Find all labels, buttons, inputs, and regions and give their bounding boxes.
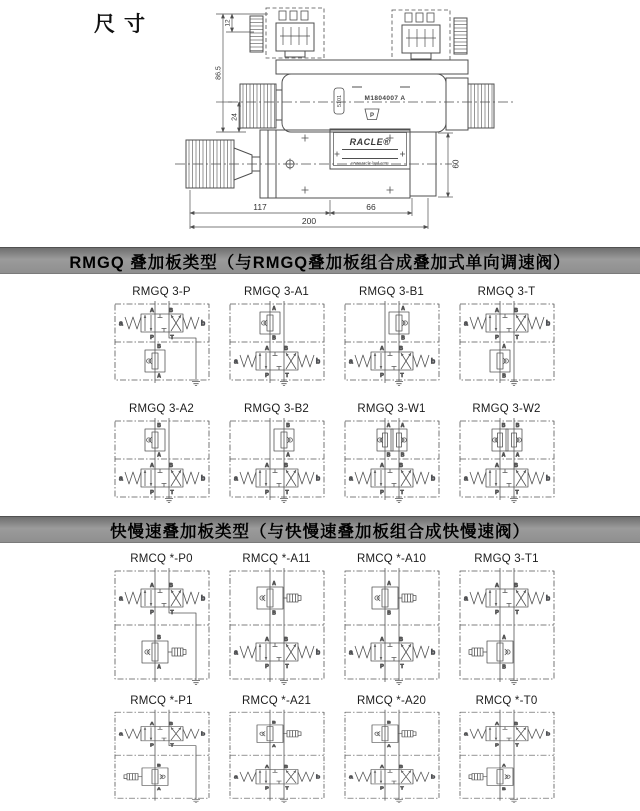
svg-text:B: B bbox=[400, 335, 405, 342]
schematic-label: RMCQ *-A10 bbox=[356, 553, 427, 565]
svg-text:P: P bbox=[264, 490, 269, 496]
svg-text:P: P bbox=[264, 373, 269, 379]
svg-text:T: T bbox=[169, 490, 174, 496]
schematic-label: RMCQ *-A11 bbox=[242, 553, 311, 565]
svg-text:A: A bbox=[379, 463, 384, 469]
svg-text:B: B bbox=[501, 423, 505, 429]
svg-text:A: A bbox=[149, 583, 154, 589]
svg-text:a: a bbox=[233, 475, 238, 483]
hydraulic-schematic bbox=[112, 417, 212, 503]
svg-text:a: a bbox=[463, 320, 468, 328]
side-code: 5101 bbox=[337, 94, 343, 108]
drawing-geometry bbox=[175, 8, 516, 229]
hydraulic-schematic bbox=[342, 567, 442, 685]
svg-text:P: P bbox=[494, 490, 499, 496]
svg-text:a: a bbox=[118, 320, 123, 328]
svg-text:B: B bbox=[400, 452, 404, 459]
dim-86-5: 86.5 bbox=[215, 66, 223, 80]
svg-text:A: A bbox=[400, 306, 405, 312]
section-banner-rmcq bbox=[0, 516, 640, 543]
svg-text:A: A bbox=[494, 308, 499, 314]
svg-text:B: B bbox=[168, 722, 173, 727]
svg-text:a: a bbox=[233, 774, 238, 781]
brand-logo-text: RACLE® bbox=[349, 137, 391, 147]
schematic-cell bbox=[334, 402, 449, 503]
svg-text:B: B bbox=[513, 308, 518, 314]
svg-text:P: P bbox=[149, 743, 154, 749]
svg-text:B: B bbox=[398, 637, 403, 643]
svg-text:B: B bbox=[168, 463, 173, 469]
svg-text:a: a bbox=[348, 774, 353, 781]
svg-text:T: T bbox=[514, 743, 519, 749]
svg-text:A: A bbox=[271, 743, 276, 748]
svg-text:T: T bbox=[169, 335, 174, 341]
schematic-label: RMCQ *-A21 bbox=[241, 695, 312, 707]
svg-text:B: B bbox=[501, 373, 506, 380]
schematic-label: RMGQ 3-A1 bbox=[243, 286, 310, 298]
svg-text:B: B bbox=[156, 762, 161, 768]
svg-text:P: P bbox=[149, 610, 154, 616]
svg-text:B: B bbox=[513, 463, 518, 469]
schematic-row bbox=[104, 694, 564, 803]
svg-text:B: B bbox=[386, 719, 391, 725]
dim-12: 12 bbox=[224, 19, 232, 27]
svg-text:b: b bbox=[430, 358, 435, 366]
schematic-label: RMGQ 3-W1 bbox=[357, 403, 426, 415]
schematic-row bbox=[104, 402, 564, 503]
schematic-cell bbox=[219, 402, 334, 503]
schematic-label: RMGQ 3-B1 bbox=[358, 286, 425, 298]
hydraulic-schematic bbox=[457, 300, 557, 386]
svg-text:T: T bbox=[284, 664, 289, 670]
svg-text:B: B bbox=[283, 765, 288, 770]
svg-text:B: B bbox=[513, 722, 518, 727]
schematic-label: RMGQ 3-T bbox=[477, 286, 536, 298]
schematic-cell bbox=[104, 694, 219, 803]
serial-number: M1804007 A bbox=[364, 95, 406, 102]
section-banner-text: 快慢速叠加板类型（与快慢速叠加板组合成快慢速阀） bbox=[110, 522, 530, 541]
svg-text:A: A bbox=[156, 373, 161, 380]
hydraulic-schematic bbox=[227, 567, 327, 685]
svg-text:B: B bbox=[398, 463, 403, 469]
dim-24: 24 bbox=[231, 113, 239, 121]
svg-text:B: B bbox=[168, 583, 173, 589]
dim-117: 117 bbox=[253, 202, 267, 212]
svg-text:B: B bbox=[271, 719, 276, 725]
svg-text:A: A bbox=[386, 743, 391, 748]
svg-text:b: b bbox=[430, 774, 435, 781]
schematic-cell bbox=[219, 694, 334, 803]
svg-text:b: b bbox=[200, 475, 205, 483]
svg-text:B: B bbox=[513, 583, 518, 589]
svg-text:b: b bbox=[315, 774, 320, 781]
svg-text:A: A bbox=[149, 308, 154, 314]
svg-text:T: T bbox=[399, 373, 404, 379]
schematic-cell bbox=[449, 285, 564, 386]
svg-text:A: A bbox=[494, 463, 499, 469]
hydraulic-schematic bbox=[342, 709, 442, 803]
svg-text:T: T bbox=[399, 786, 404, 792]
svg-text:b: b bbox=[315, 649, 320, 657]
schematic-label: RMCQ *-P0 bbox=[130, 553, 193, 565]
svg-text:A: A bbox=[501, 762, 506, 768]
svg-text:a: a bbox=[118, 595, 123, 603]
svg-text:b: b bbox=[315, 475, 320, 483]
svg-text:T: T bbox=[284, 786, 289, 792]
svg-text:A: A bbox=[379, 346, 384, 352]
svg-text:A: A bbox=[501, 344, 506, 350]
svg-text:b: b bbox=[545, 320, 550, 328]
svg-text:A: A bbox=[264, 463, 269, 469]
svg-text:b: b bbox=[200, 320, 205, 328]
svg-text:T: T bbox=[399, 490, 404, 496]
schematic-cell bbox=[219, 285, 334, 386]
schematic-cell bbox=[104, 402, 219, 503]
dim-60: 60 bbox=[451, 159, 461, 169]
svg-text:B: B bbox=[283, 637, 288, 643]
svg-text:B: B bbox=[156, 423, 161, 429]
svg-text:T: T bbox=[169, 743, 174, 749]
svg-text:B: B bbox=[156, 635, 161, 641]
svg-text:a: a bbox=[118, 475, 123, 483]
svg-text:b: b bbox=[200, 731, 205, 738]
svg-text:B: B bbox=[271, 610, 276, 617]
svg-text:B: B bbox=[285, 423, 290, 429]
svg-text:P: P bbox=[379, 786, 384, 792]
svg-text:A: A bbox=[501, 635, 506, 641]
svg-text:P: P bbox=[149, 335, 154, 341]
svg-text:B: B bbox=[501, 786, 506, 791]
section-banner-rmgq bbox=[0, 247, 640, 274]
svg-text:P: P bbox=[494, 335, 499, 341]
svg-text:T: T bbox=[399, 664, 404, 670]
schematic-cell bbox=[334, 285, 449, 386]
svg-text:B: B bbox=[168, 308, 173, 314]
svg-text:P: P bbox=[494, 743, 499, 749]
svg-text:B: B bbox=[156, 344, 161, 350]
logo-letter: P bbox=[369, 113, 375, 119]
svg-text:P: P bbox=[264, 664, 269, 670]
schematic-label: RMCQ *-P1 bbox=[130, 695, 193, 707]
hydraulic-schematic bbox=[227, 417, 327, 503]
svg-text:B: B bbox=[283, 346, 288, 352]
svg-text:a: a bbox=[348, 649, 353, 657]
svg-text:B: B bbox=[398, 346, 403, 352]
hydraulic-schematic bbox=[342, 417, 442, 503]
svg-text:B: B bbox=[386, 452, 390, 459]
svg-text:a: a bbox=[463, 595, 468, 603]
svg-text:b: b bbox=[545, 595, 550, 603]
schematic-cell bbox=[449, 694, 564, 803]
svg-text:B: B bbox=[515, 423, 519, 429]
schematic-cell bbox=[449, 552, 564, 685]
svg-text:A: A bbox=[515, 452, 519, 459]
svg-text:b: b bbox=[430, 649, 435, 657]
svg-text:b: b bbox=[545, 475, 550, 483]
svg-text:B: B bbox=[271, 335, 276, 342]
svg-text:A: A bbox=[149, 722, 154, 727]
schematic-label: RMGQ 3-B2 bbox=[243, 403, 310, 415]
svg-text:a: a bbox=[348, 358, 353, 366]
svg-text:a: a bbox=[233, 649, 238, 657]
schematic-cell bbox=[104, 285, 219, 386]
svg-text:A: A bbox=[501, 452, 505, 459]
svg-text:A: A bbox=[264, 765, 269, 770]
hydraulic-schematic bbox=[457, 417, 557, 503]
svg-text:B: B bbox=[283, 463, 288, 469]
hydraulic-schematic bbox=[457, 709, 557, 803]
hydraulic-schematic bbox=[112, 567, 212, 685]
svg-text:A: A bbox=[156, 452, 161, 459]
svg-text:b: b bbox=[315, 358, 320, 366]
schematic-cell bbox=[449, 402, 564, 503]
valve-dimension-drawing bbox=[0, 0, 640, 244]
svg-text:B: B bbox=[386, 610, 391, 617]
schematic-row bbox=[104, 552, 564, 685]
schematic-label: RMGQ 3-P bbox=[132, 286, 191, 298]
svg-text:b: b bbox=[430, 475, 435, 483]
schematic-label: RMGQ 3-A2 bbox=[128, 403, 195, 415]
section-banner-text: RMGQ 叠加板类型（与RMGQ叠加板组合成叠加式单向调速阀） bbox=[69, 253, 571, 272]
svg-text:P: P bbox=[379, 490, 384, 496]
svg-text:A: A bbox=[156, 786, 161, 791]
svg-text:A: A bbox=[271, 581, 276, 587]
svg-text:T: T bbox=[514, 335, 519, 341]
svg-text:A: A bbox=[400, 423, 404, 429]
dim-66: 66 bbox=[366, 202, 376, 212]
svg-text:A: A bbox=[149, 463, 154, 469]
hydraulic-schematic bbox=[457, 567, 557, 685]
schematic-label: RMCQ *-A20 bbox=[356, 695, 427, 707]
svg-text:A: A bbox=[494, 722, 499, 727]
svg-text:B: B bbox=[501, 664, 506, 671]
hydraulic-schematic bbox=[112, 300, 212, 386]
svg-text:A: A bbox=[156, 664, 161, 671]
svg-text:A: A bbox=[379, 765, 384, 770]
svg-text:T: T bbox=[169, 610, 174, 616]
svg-text:P: P bbox=[494, 610, 499, 616]
svg-text:T: T bbox=[284, 490, 289, 496]
svg-text:A: A bbox=[264, 637, 269, 643]
svg-text:a: a bbox=[463, 475, 468, 483]
hydraulic-schematic bbox=[227, 709, 327, 803]
brand-website: www.racle-hyd.com bbox=[351, 160, 389, 166]
svg-text:A: A bbox=[379, 637, 384, 643]
schematic-label: RMCQ *-T0 bbox=[475, 695, 538, 707]
svg-text:T: T bbox=[514, 490, 519, 496]
svg-text:P: P bbox=[264, 786, 269, 792]
hydraulic-schematic bbox=[342, 300, 442, 386]
schematic-row bbox=[104, 285, 564, 386]
svg-text:a: a bbox=[118, 731, 123, 738]
svg-text:P: P bbox=[379, 373, 384, 379]
svg-text:a: a bbox=[233, 358, 238, 366]
hydraulic-schematic bbox=[112, 709, 212, 803]
svg-text:T: T bbox=[284, 373, 289, 379]
svg-text:A: A bbox=[264, 346, 269, 352]
schematic-cell bbox=[104, 552, 219, 685]
svg-text:A: A bbox=[285, 452, 290, 459]
svg-text:A: A bbox=[386, 423, 390, 429]
schematic-cell bbox=[334, 552, 449, 685]
svg-text:T: T bbox=[514, 610, 519, 616]
svg-text:P: P bbox=[149, 490, 154, 496]
svg-text:B: B bbox=[398, 765, 403, 770]
svg-text:A: A bbox=[386, 581, 391, 587]
hydraulic-schematic bbox=[227, 300, 327, 386]
schematic-cell bbox=[334, 694, 449, 803]
dim-200: 200 bbox=[301, 216, 317, 226]
schematic-label: RMGQ 3-T1 bbox=[474, 553, 539, 565]
svg-text:P: P bbox=[379, 664, 384, 670]
schematic-label: RMGQ 3-W2 bbox=[472, 403, 541, 415]
svg-text:A: A bbox=[271, 306, 276, 312]
svg-text:A: A bbox=[494, 583, 499, 589]
svg-text:a: a bbox=[348, 475, 353, 483]
page-title: 尺寸 bbox=[94, 13, 154, 36]
schematic-cell bbox=[219, 552, 334, 685]
svg-text:b: b bbox=[200, 595, 205, 603]
svg-text:b: b bbox=[545, 731, 550, 738]
svg-text:a: a bbox=[463, 731, 468, 738]
